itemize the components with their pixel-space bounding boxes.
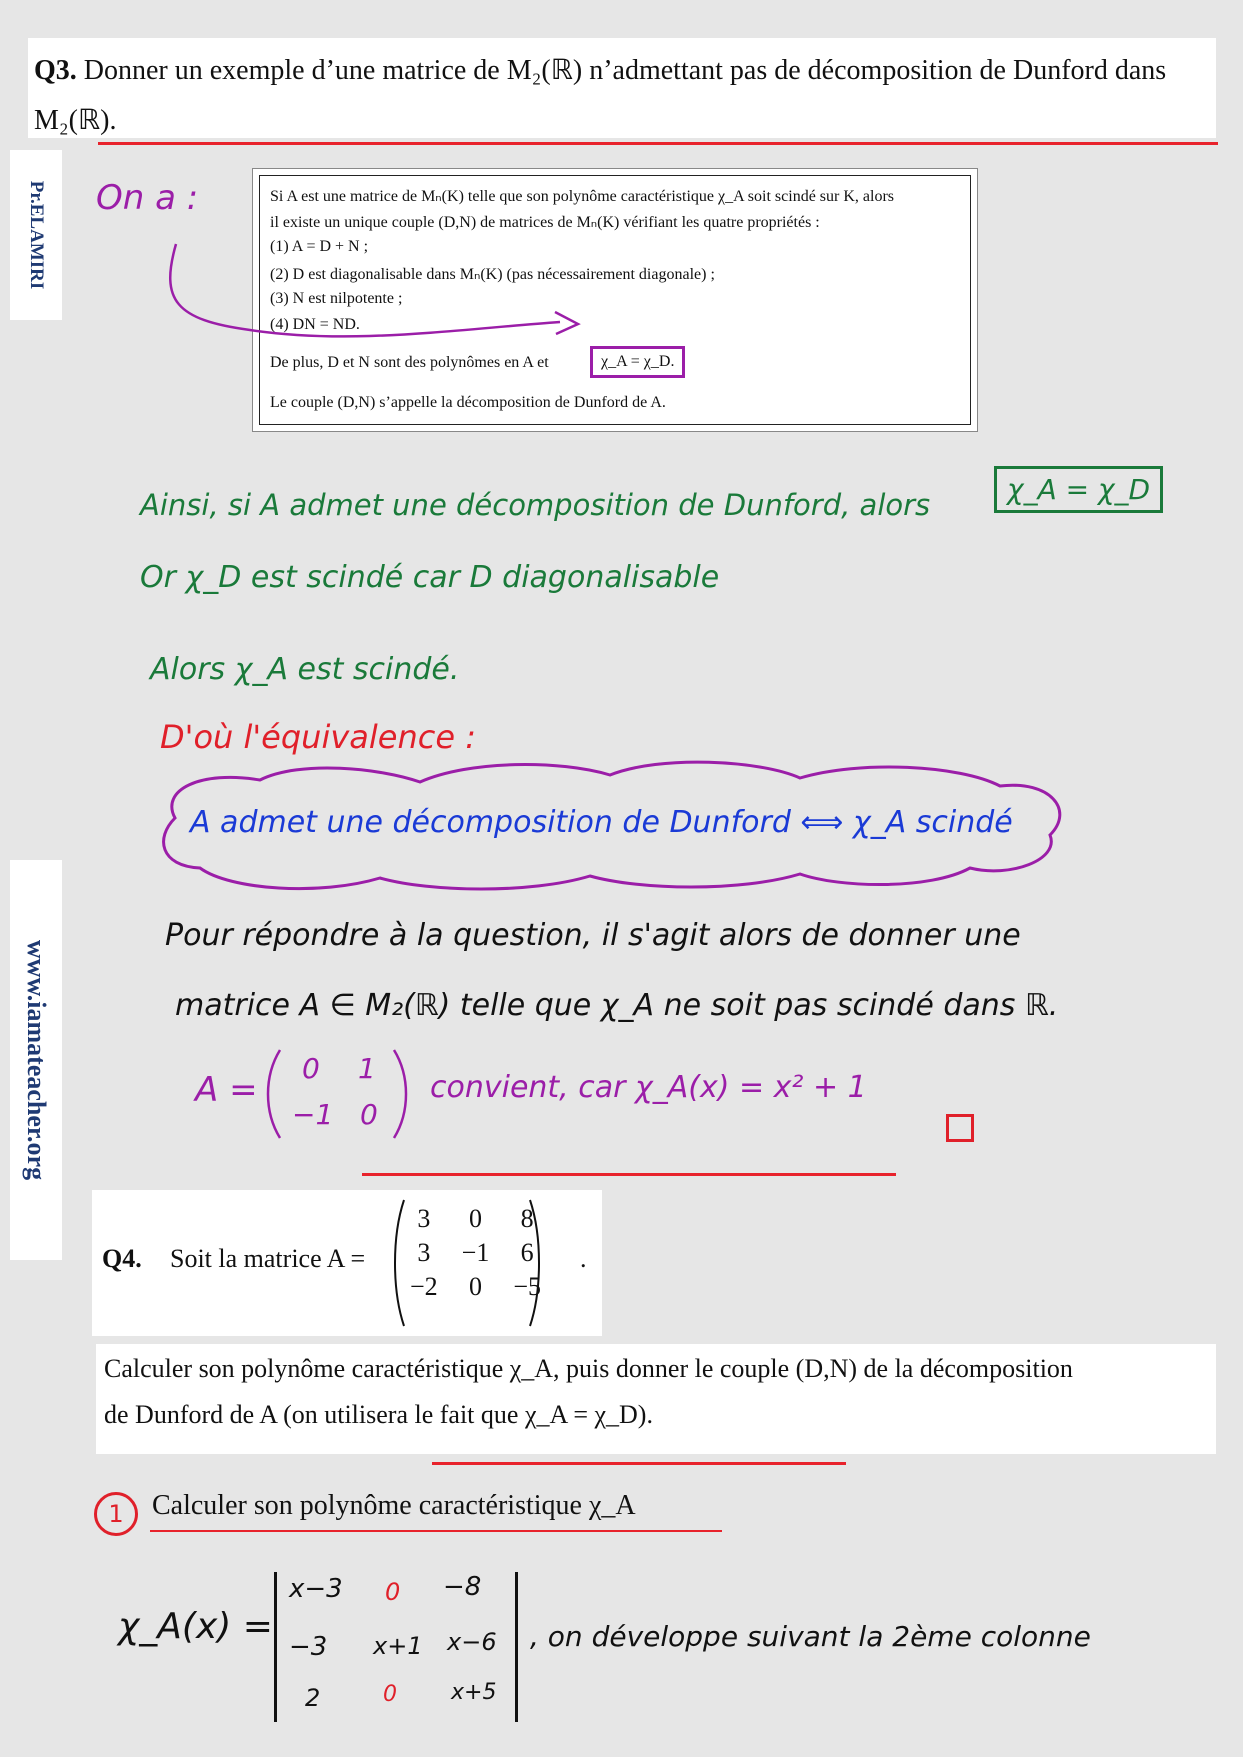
chi-equality-box: χ_A = χ_D. — [590, 346, 685, 378]
question-4-box — [92, 1190, 602, 1336]
matrix-entry: 0 — [383, 1682, 397, 1707]
instruction-line: de Dunford de A (on utilisera le fait que χ_A = χ_D). — [104, 1400, 653, 1429]
question-4-instructions — [96, 1344, 1216, 1454]
handwritten-line: Pour répondre à la question, il s'agit alors de donner une — [165, 918, 1021, 953]
theorem-line: Le couple (D,N) s’appelle la décomposition de Dunford de A. — [270, 394, 666, 411]
matrix-entry: 1 — [358, 1052, 376, 1085]
theorem-line: (3) N est nilpotente ; — [270, 290, 403, 307]
handwritten-line: Ainsi, si A admet une décomposition de Dunford, alors — [140, 488, 931, 522]
matrix-entry: x−6 — [447, 1628, 497, 1656]
handwritten-line: D'où l'équivalence : — [160, 718, 476, 756]
step-1-title: Calculer son polynôme caractéristique χ_A — [152, 1490, 636, 1521]
matrix-entry: 6 — [520, 1238, 534, 1267]
website-label: www.iamateacher.org — [22, 939, 51, 1181]
matrix-entry: 2 — [305, 1684, 321, 1712]
matrix-entry: −3 — [289, 1632, 328, 1662]
matrix-entry: 3 — [417, 1204, 431, 1233]
matrix-entry: x+5 — [451, 1680, 497, 1705]
chi-equality-box-green: χ_A = χ_D — [994, 466, 1163, 513]
theorem-line: (2) D est diagonalisable dans Mₙ(K) (pas nécessairement diagonale) ; — [270, 266, 715, 283]
divider-line — [150, 1530, 722, 1532]
handwritten-on-a: On a : — [96, 178, 199, 218]
question-3-number: Q3. — [34, 55, 77, 86]
handwritten-equivalence: A admet une décomposition de Dunford ⟺ χ_A scindé — [190, 805, 1013, 840]
question-4-lead: Soit la matrice A = — [170, 1244, 366, 1273]
answer-justification: convient, car χ_A(x) = x² + 1 — [430, 1070, 867, 1105]
determinant-comment: , on développe suivant la 2ème colonne — [530, 1620, 1091, 1653]
matrix-entry: −1 — [292, 1098, 334, 1131]
instruction-line: Calculer son polynôme caractéristique χ_A, puis donner le couple (D,N) de la décomposition — [104, 1354, 1073, 1383]
determinant-matrix — [274, 1572, 518, 1722]
theorem-line: (1) A = D + N ; — [270, 238, 369, 255]
question-4-number: Q4. — [102, 1244, 142, 1273]
matrix-entry: 3 — [417, 1238, 431, 1267]
determinant-lhs: χ_A(x) = — [118, 1606, 273, 1647]
matrix-entry: −8 — [443, 1572, 482, 1602]
answer-prefix: A = — [195, 1070, 258, 1110]
handwritten-line: matrice A ∈ M₂(ℝ) telle que χ_A ne soit pas scindé dans ℝ. — [175, 988, 1059, 1023]
theorem-line: il existe un unique couple (D,N) de matrices de Mₙ(K) vérifiant les quatre propriétés : — [270, 214, 820, 231]
matrix-entry: 0 — [360, 1098, 378, 1131]
q4-matrix — [392, 1196, 542, 1330]
end-of-proof-square — [946, 1114, 974, 1142]
matrix-entry: −2 — [410, 1272, 438, 1301]
author-label: Pr.ELAMIRI — [26, 180, 47, 290]
divider-line — [362, 1173, 896, 1176]
answer-matrix — [262, 1046, 412, 1142]
matrix-entry: 8 — [520, 1204, 534, 1233]
handwritten-line: Alors χ_A est scindé. — [150, 652, 460, 687]
matrix-entry: −5 — [513, 1272, 542, 1301]
matrix-period: . — [580, 1244, 587, 1273]
handwritten-line: Or χ_D est scindé car D diagonalisable — [140, 560, 720, 595]
matrix-entry: x+1 — [373, 1632, 423, 1660]
theorem-line: (4) DN = ND. — [270, 316, 360, 333]
matrix-entry: 0 — [469, 1272, 482, 1301]
matrix-entry: 0 — [302, 1052, 320, 1085]
theorem-line: De plus, D et N sont des polynômes en A et — [270, 354, 549, 371]
matrix-entry: −1 — [461, 1238, 490, 1267]
matrix-entry: 0 — [469, 1204, 482, 1233]
question-3-text: Donner un exemple d’une matrice de M₂(ℝ) n’admettant pas de décomposition de Dunford dans M₂(ℝ). — [34, 55, 1167, 136]
matrix-entry: 0 — [385, 1578, 401, 1606]
matrix-entry: x−3 — [289, 1574, 343, 1604]
step-number-circle: 1 — [94, 1492, 138, 1536]
theorem-line: Si A est une matrice de Mₙ(K) telle que son polynôme caractéristique χ_A soit scindé sur K, alors — [270, 188, 894, 205]
divider-line — [432, 1462, 846, 1465]
